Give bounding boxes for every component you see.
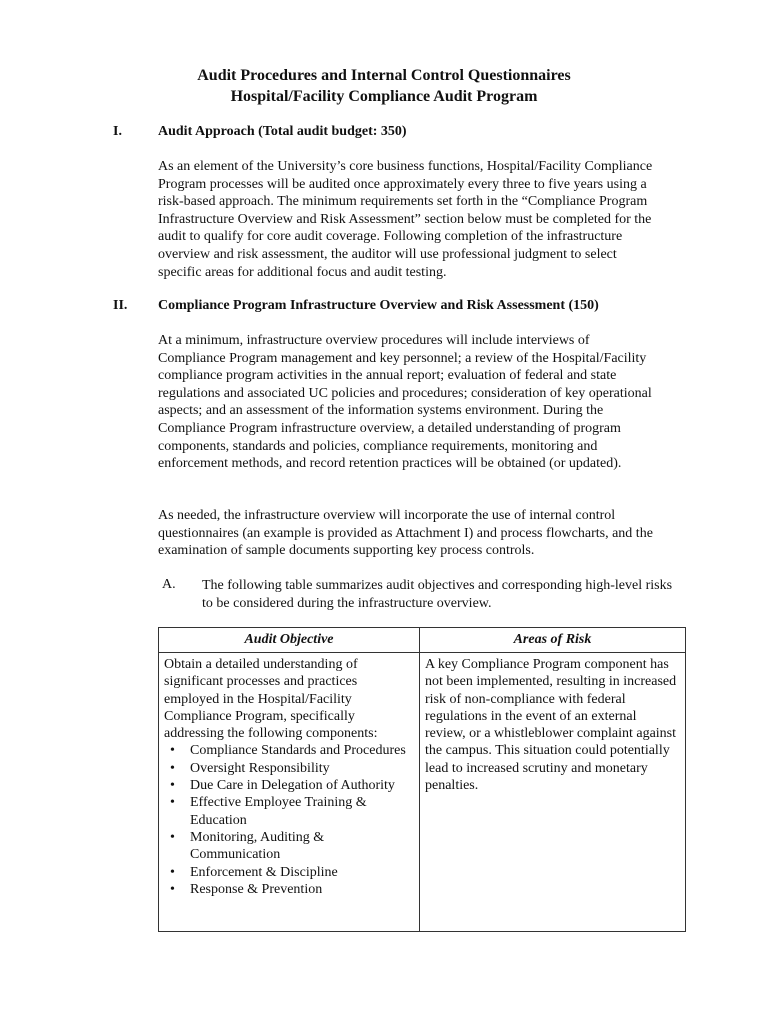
list-item: • Oversight Responsibility [190, 760, 414, 777]
audit-objective-cell [159, 653, 420, 932]
section-1-paragraph: As an element of the University’s core business functions, Hospital/Facility Compliance Program processes will be audited once approximately every three to five years using a risk-based approach. The minimum requirements set forth in the “Compliance Program Infrastructure Overview and Risk Assessment” section below must be completed for the audit to qualify for core audit coverage. Following completion of the infrastructure overview and risk assessment, the auditor will use professional judgment to select specific areas for additional focus and audit testing. [158, 159, 653, 280]
section-2-paragraph-2: As needed, the infrastructure overview will incorporate the use of internal control questionnaires (an example is provided as Attachment I) and process flowcharts, and the examination of sample documents supporting key process controls. [158, 508, 653, 559]
list-item: • Compliance Standards and Procedures [190, 742, 414, 759]
section-1-heading: Audit Approach (Total audit budget: 350) [158, 124, 407, 139]
list-item: • Due Care in Delegation of Authority [190, 777, 414, 794]
components-list [164, 742, 414, 898]
column-header-areas-of-risk: Areas of Risk [420, 628, 686, 653]
list-item: • Response & Prevention [190, 881, 414, 898]
objectives-risk-table [158, 627, 686, 932]
section-2-heading: Compliance Program Infrastructure Overview and Risk Assessment (150) [158, 298, 599, 313]
document-subtitle: Hospital/Facility Compliance Audit Program [230, 88, 538, 105]
objective-intro: Obtain a detailed understanding of significant processes and practices employed in the Hospital/Facility Compliance Program, specifically addressing the following components: [164, 657, 378, 742]
subitem-letter: A. [162, 577, 176, 592]
list-item: • Monitoring, Auditing & Communication [190, 829, 414, 864]
document-title: Audit Procedures and Internal Control Questionnaires [197, 67, 571, 84]
subitem-text: The following table summarizes audit objectives and corresponding high-level risks to be considered during the infrastructure overview. [202, 578, 673, 611]
list-item: • Effective Employee Training & Education [190, 794, 414, 829]
section-1-number: I. [113, 124, 122, 139]
section-2-paragraph-1: At a minimum, infrastructure overview procedures will include interviews of Compliance Program management and key personnel; a review of the Hospital/Facility compliance program activities in the annual report; evaluation of federal and state regulations and associated UC policies and procedures; consideration of key operational aspects; and an assessment of the information systems environment. During the Compliance Program infrastructure overview, a detailed understanding of program components, standards and policies, compliance requirements, monitoring and enforcement methods, and record retention practices will be obtained (or updated). [158, 333, 652, 472]
table-row [159, 653, 686, 932]
list-item: • Enforcement & Discipline [190, 864, 414, 881]
section-2-number: II. [113, 298, 128, 313]
areas-of-risk-cell: A key Compliance Program component has not been implemented, resulting in increased risk of non-compliance with federal regulations in the event of an external review, or a whistleblower complaint against the campus. This situation could potentially lead to increased scrutiny and monetary penalties. [420, 653, 686, 932]
column-header-audit-objective: Audit Objective [159, 628, 420, 653]
table-header-row [159, 628, 686, 653]
